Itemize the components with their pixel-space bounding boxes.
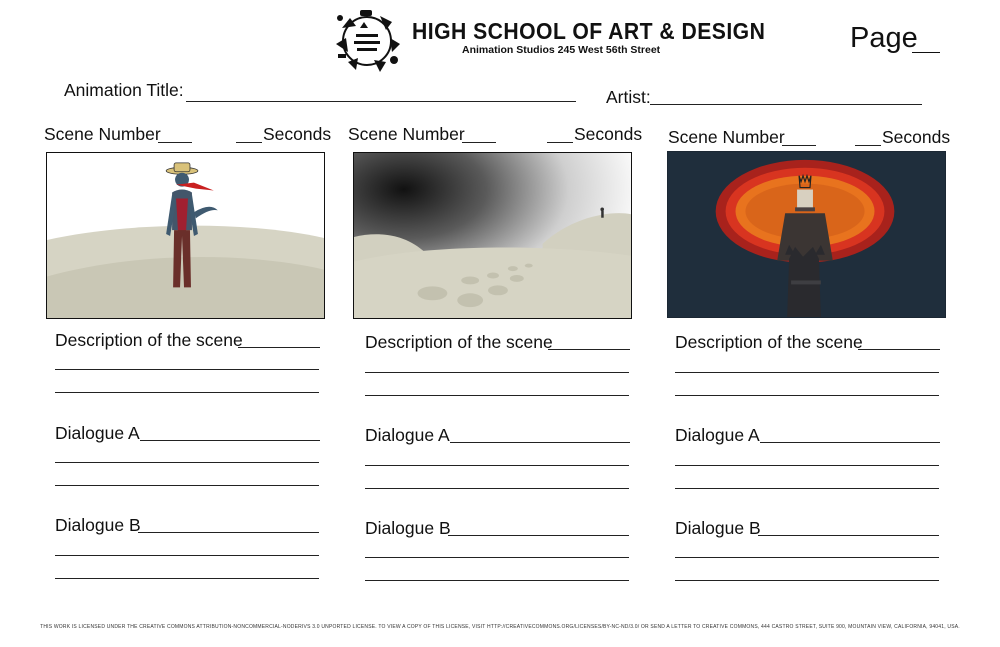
dialogue-a-line[interactable] bbox=[365, 488, 629, 489]
scene-number-label: Scene Number bbox=[44, 124, 161, 144]
scene-number-field[interactable] bbox=[782, 145, 816, 146]
description-label: Description of the scene bbox=[675, 332, 863, 352]
dialogue-a-line[interactable] bbox=[55, 462, 319, 463]
dialogue-a-line[interactable] bbox=[675, 465, 939, 466]
dialogue-a-line[interactable] bbox=[55, 485, 319, 486]
dialogue-b-label: Dialogue B bbox=[55, 515, 141, 535]
page-label: Page bbox=[850, 22, 918, 54]
description-line[interactable] bbox=[675, 395, 939, 396]
seconds-field[interactable] bbox=[547, 142, 573, 143]
storyboard-frame-3 bbox=[667, 151, 946, 318]
page-number-field[interactable] bbox=[912, 52, 940, 53]
dialogue-a-line[interactable] bbox=[675, 488, 939, 489]
seconds-field[interactable] bbox=[855, 145, 881, 146]
dialogue-a-field[interactable] bbox=[450, 442, 630, 443]
artist-label: Artist: bbox=[606, 87, 651, 107]
school-subtitle: Animation Studios 245 West 56th Street bbox=[462, 44, 661, 56]
dialogue-b-field[interactable] bbox=[758, 535, 939, 536]
seconds-label: Seconds bbox=[263, 124, 332, 144]
dialogue-b-line[interactable] bbox=[675, 557, 939, 558]
seconds-field[interactable] bbox=[236, 142, 262, 143]
animation-title-field[interactable] bbox=[186, 101, 576, 102]
seconds-label: Seconds bbox=[882, 127, 951, 147]
description-line[interactable] bbox=[55, 369, 319, 370]
storyboard-frame-2 bbox=[353, 152, 632, 319]
dialogue-b-line[interactable] bbox=[55, 555, 319, 556]
dialogue-b-line[interactable] bbox=[365, 557, 629, 558]
description-line[interactable] bbox=[365, 395, 629, 396]
dialogue-b-line[interactable] bbox=[365, 580, 629, 581]
description-line[interactable] bbox=[365, 372, 629, 373]
dialogue-b-field[interactable] bbox=[138, 532, 319, 533]
dialogue-b-line[interactable] bbox=[675, 580, 939, 581]
scene-number-label: Scene Number bbox=[668, 127, 785, 147]
animation-title-label: Animation Title: bbox=[64, 80, 184, 100]
dialogue-b-line[interactable] bbox=[55, 578, 319, 579]
description-field[interactable] bbox=[548, 349, 630, 350]
license-footer: THIS WORK IS LICENSED UNDER THE CREATIVE COMMONS ATTRIBUTION-NONCOMMERCIAL-NODERIVS 3.0 UNPORTED LICENSE. TO VIEW A COPY OF THIS LICENSE, VISIT HTTP://CREATIVECOMMONS.ORG/LICENSES/BY-NC-ND/3.0/ OR SEND A LETTER TO CREATIVE COMMONS, 444 CASTRO STREET, SUITE 900, MOUNTAIN VIEW, CALIFORNIA, 94041, USA. bbox=[40, 624, 960, 630]
description-line[interactable] bbox=[675, 372, 939, 373]
description-line[interactable] bbox=[55, 392, 319, 393]
school-name: HIGH SCHOOL OF ART & DESIGN bbox=[412, 18, 766, 44]
school-logo-icon bbox=[330, 8, 404, 74]
description-field[interactable] bbox=[858, 349, 940, 350]
dialogue-a-label: Dialogue A bbox=[55, 423, 140, 443]
dialogue-b-field[interactable] bbox=[448, 535, 629, 536]
dialogue-b-label: Dialogue B bbox=[675, 518, 761, 538]
description-label: Description of the scene bbox=[55, 330, 243, 350]
dialogue-a-line[interactable] bbox=[365, 465, 629, 466]
description-field[interactable] bbox=[238, 347, 320, 348]
scene-number-label: Scene Number bbox=[348, 124, 465, 144]
scene-number-field[interactable] bbox=[158, 142, 192, 143]
artist-field[interactable] bbox=[650, 104, 922, 105]
seconds-label: Seconds bbox=[574, 124, 643, 144]
dialogue-a-field[interactable] bbox=[760, 442, 940, 443]
dialogue-a-label: Dialogue A bbox=[675, 425, 760, 445]
scene-number-field[interactable] bbox=[462, 142, 496, 143]
dialogue-a-label: Dialogue A bbox=[365, 425, 450, 445]
dialogue-b-label: Dialogue B bbox=[365, 518, 451, 538]
storyboard-frame-1 bbox=[46, 152, 325, 319]
description-label: Description of the scene bbox=[365, 332, 553, 352]
dialogue-a-field[interactable] bbox=[140, 440, 320, 441]
